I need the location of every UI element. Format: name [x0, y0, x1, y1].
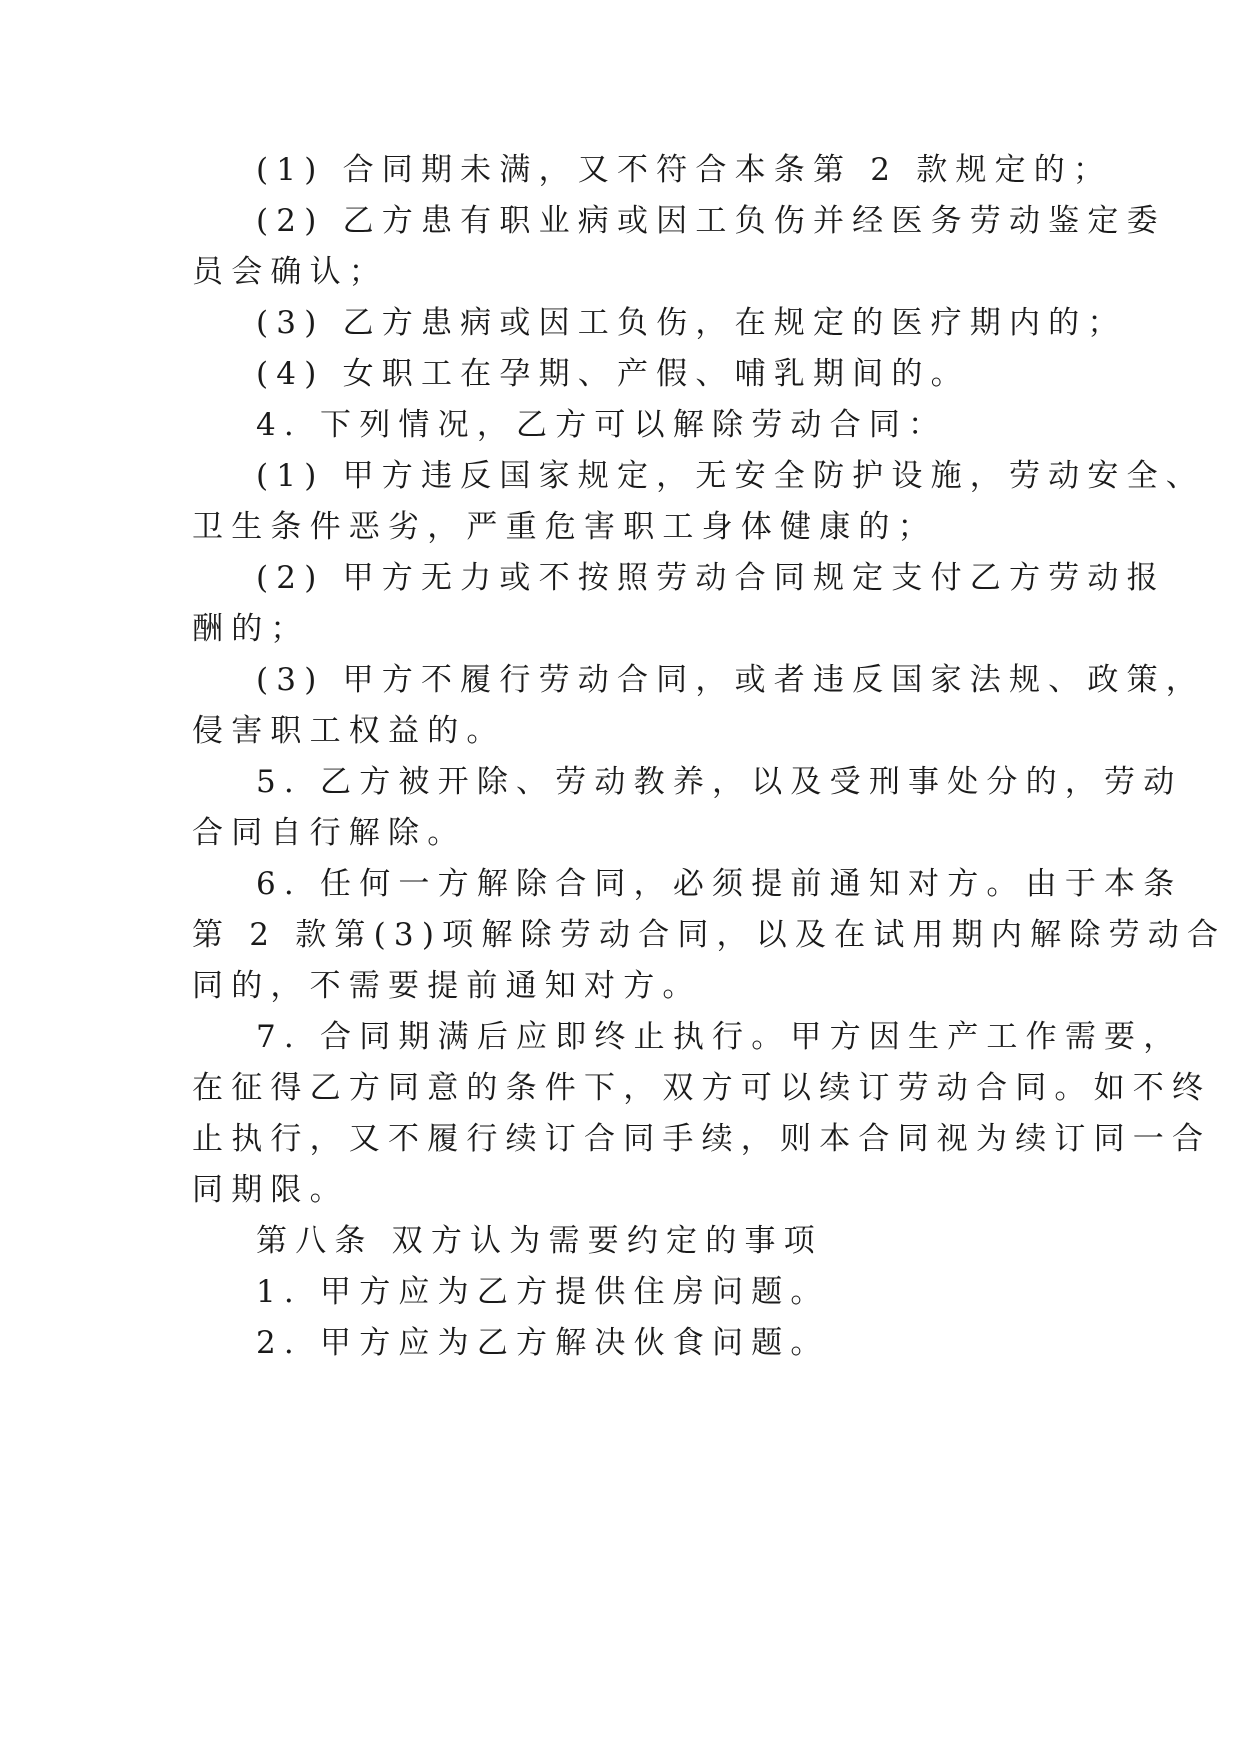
text-line: 6. 任何一方解除合同，必须提前通知对方。由于本条: [256, 866, 1183, 902]
text-line: 1. 甲方应为乙方提供住房问题。: [256, 1274, 830, 1310]
text-line: 同期限。: [192, 1172, 349, 1208]
text-line: 7. 合同期满后应即终止执行。甲方因生产工作需要，: [256, 1019, 1183, 1055]
text-line: 2. 甲方应为乙方解决伙食问题。: [256, 1325, 830, 1361]
text-line: (3) 乙方患病或因工负伤，在规定的医疗期内的；: [256, 305, 1127, 341]
text-line: 酬的；: [192, 611, 310, 647]
text-line: 侵害职工权益的。: [192, 713, 506, 749]
text-line: 合同自行解除。: [192, 815, 467, 851]
text-line: 在征得乙方同意的条件下，双方可以续订劳动合同。如不终: [192, 1070, 1212, 1106]
text-line: (1) 合同期未满，又不符合本条第 2 款规定的；: [256, 152, 1113, 188]
text-line: 员会确认；: [192, 254, 388, 290]
text-line: 同的，不需要提前通知对方。: [192, 968, 702, 1004]
text-line: (2) 甲方无力或不按照劳动合同规定支付乙方劳动报: [256, 560, 1166, 596]
text-line: (3) 甲方不履行劳动合同，或者违反国家法规、政策，: [256, 662, 1205, 698]
text-line: 卫生条件恶劣，严重危害职工身体健康的；: [192, 509, 937, 545]
text-line: (2) 乙方患有职业病或因工负伤并经医务劳动鉴定委: [256, 203, 1166, 239]
text-line: 4. 下列情况，乙方可以解除劳动合同：: [256, 407, 948, 443]
text-line: 止执行，又不履行续订合同手续，则本合同视为续订同一合: [192, 1121, 1212, 1157]
section-heading: 第八条 双方认为需要约定的事项: [256, 1223, 823, 1259]
text-line: (1) 甲方违反国家规定，无安全防护设施，劳动安全、: [256, 458, 1205, 494]
text-line: 5. 乙方被开除、劳动教养，以及受刑事处分的，劳动: [256, 764, 1183, 800]
text-line: (4) 女职工在孕期、产假、哺乳期间的。: [256, 356, 970, 392]
text-line: 第 2 款第(3)项解除劳动合同，以及在试用期内解除劳动合: [192, 917, 1227, 953]
